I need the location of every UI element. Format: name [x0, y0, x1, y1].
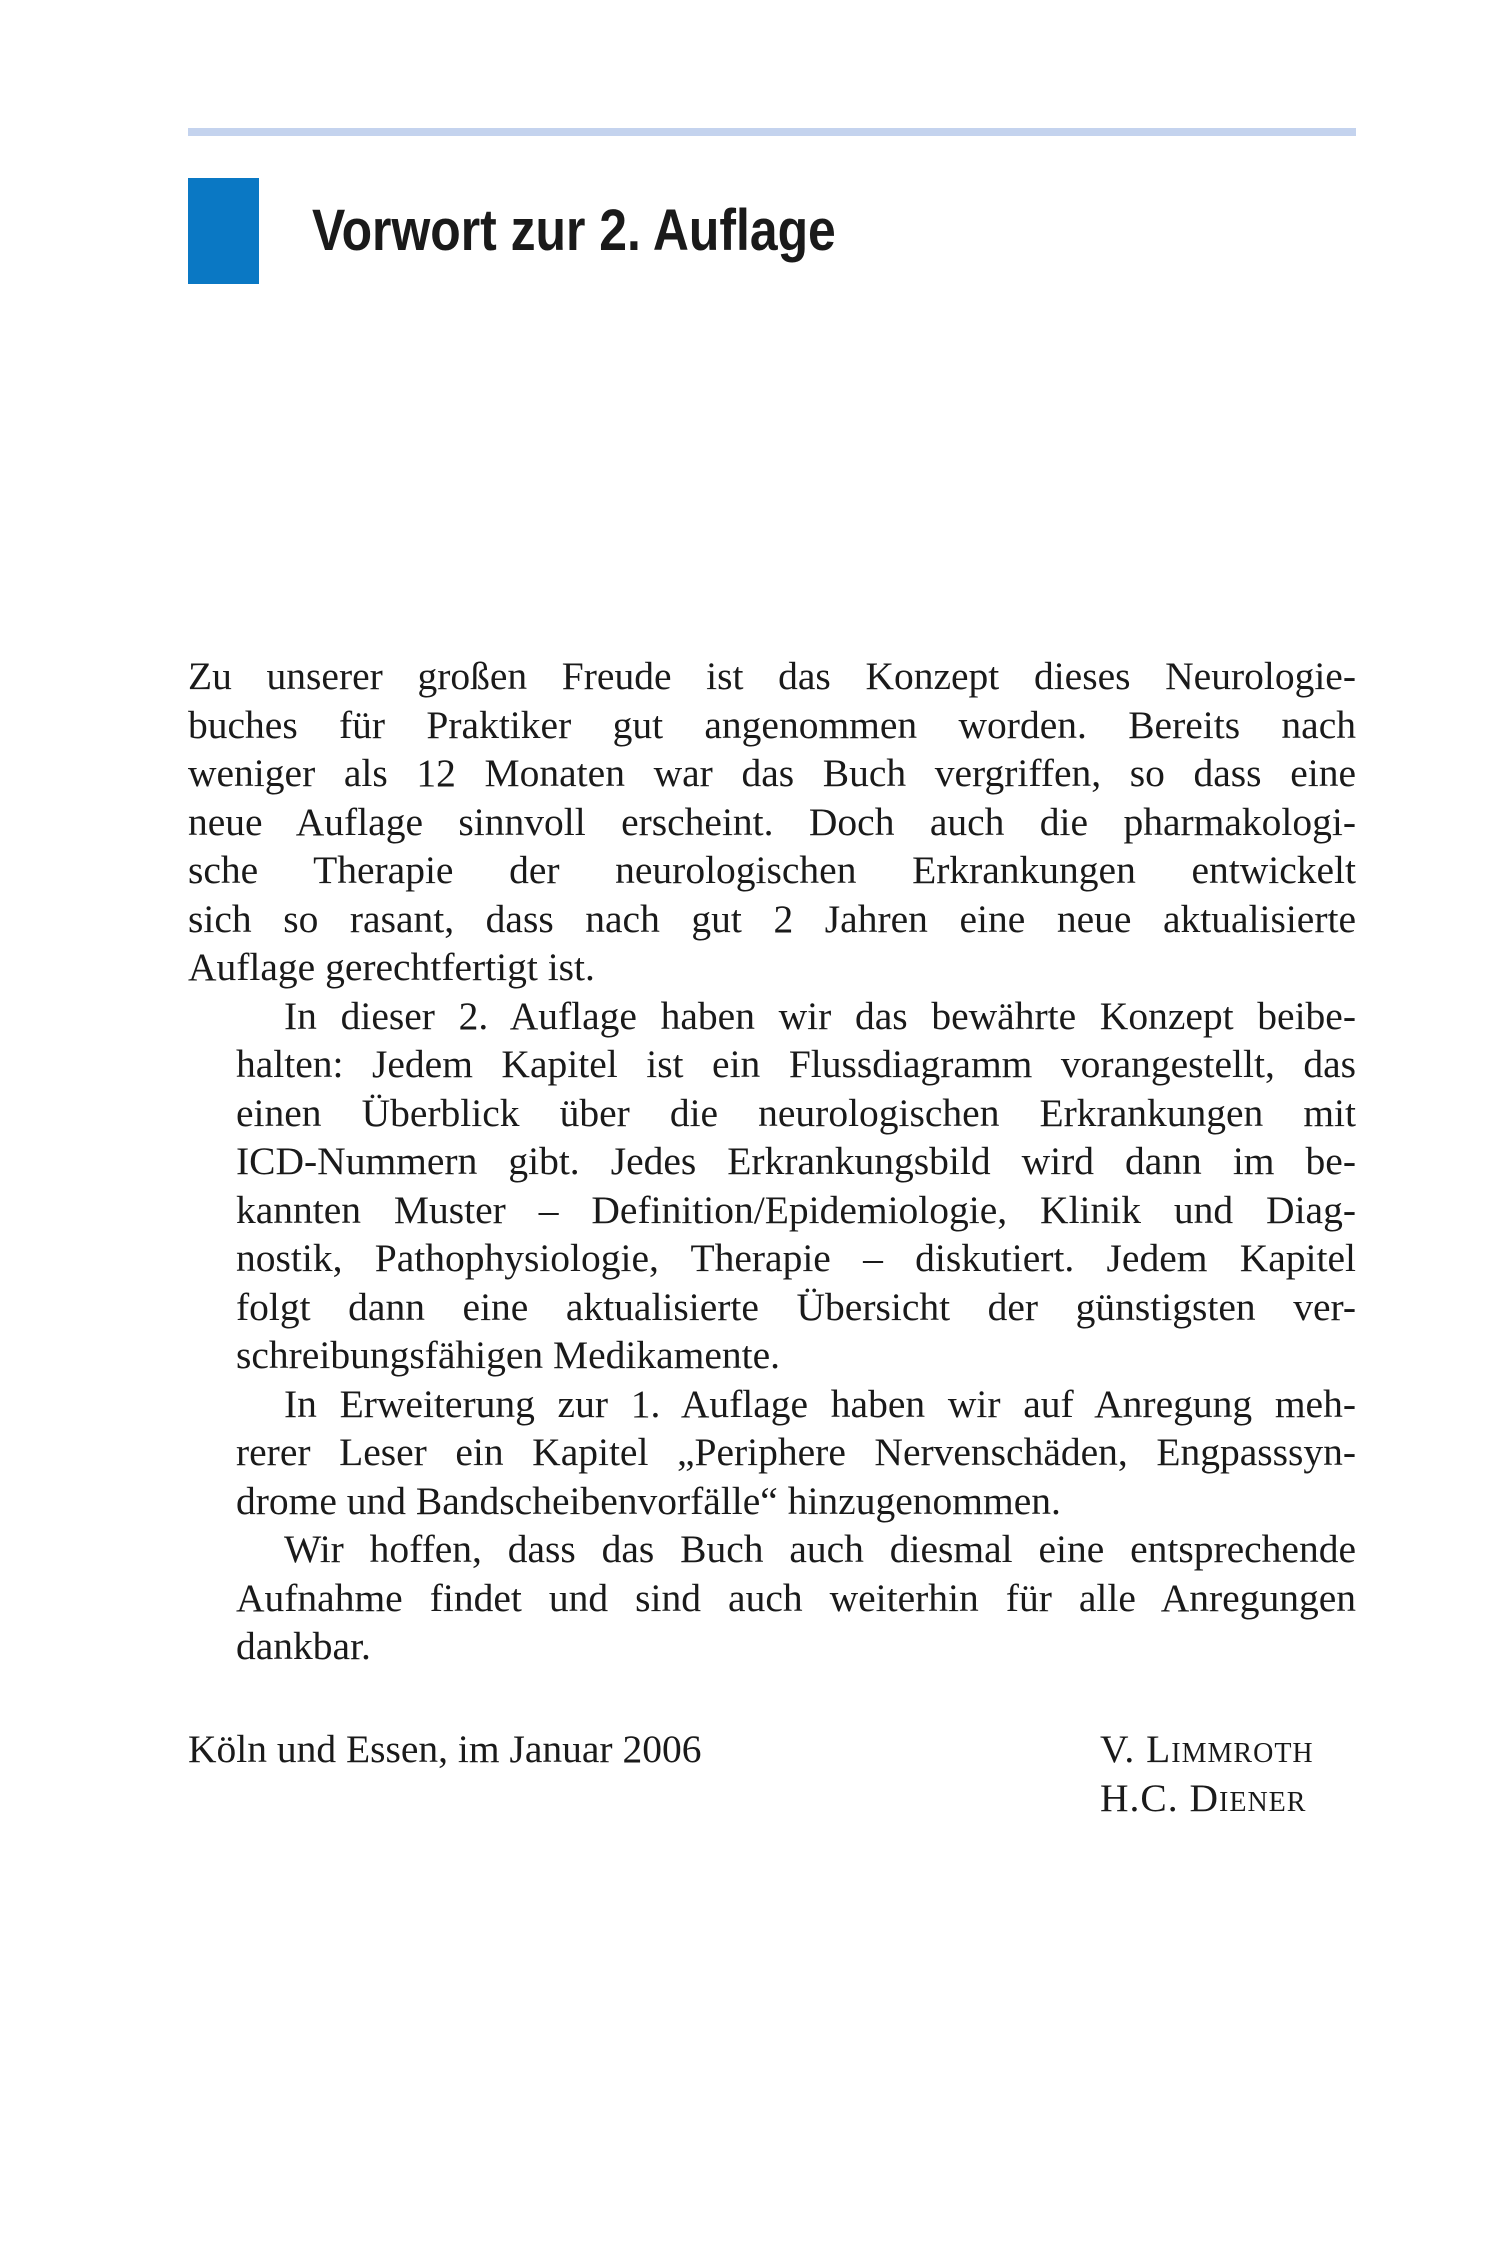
paragraph-3: [188, 1380, 1356, 1526]
text-line: neue Auflage sinnvoll erscheint. Doch auch die pharmakologi-: [188, 799, 1356, 844]
text-line: sich so rasant, dass nach gut 2 Jahren eine neue aktualisierte: [188, 896, 1356, 941]
place-date: Köln und Essen, im Januar 2006: [188, 1727, 702, 1771]
text-line: einen Überblick über die neurologischen Erkrankungen mit: [236, 1090, 1356, 1135]
text-line: Auflage gerechtfertigt ist.: [188, 945, 595, 989]
paragraph-2: [188, 992, 1356, 1380]
page-title: Vorwort zur 2. Auflage: [312, 198, 836, 263]
text-line: weniger als 12 Monaten war das Buch vergriffen, so dass eine: [188, 751, 1356, 795]
text-line: Zu unserer großen Freude ist das Konzept dieses Neurologie-: [188, 654, 1356, 698]
text-line: drome und Bandscheibenvorfälle“ hinzugenommen.: [236, 1478, 1061, 1523]
text-line: folgt dann eine aktualisierte Übersicht der günstigsten ver-: [236, 1284, 1356, 1329]
text-line: ICD-Nummern gibt. Jedes Erkrankungsbild wird dann im be-: [236, 1139, 1356, 1183]
author-name: V. Limmroth: [1100, 1727, 1314, 1771]
text-line: In Erweiterung zur 1. Auflage haben wir auf Anregung meh-: [284, 1381, 1356, 1426]
text-line: kannten Muster – Definition/Epidemiologie, Klinik und Diag-: [236, 1187, 1356, 1232]
text-line: rerer Leser ein Kapitel „Periphere Nervenschäden, Engpasssyn-: [236, 1430, 1356, 1474]
text-line: sche Therapie der neurologischen Erkrankungen entwickelt: [188, 848, 1356, 892]
text-line: Aufnahme findet und sind auch weiterhin für alle Anregungen: [236, 1575, 1356, 1620]
paragraph-4: [188, 1525, 1356, 1671]
paragraph-1: [188, 652, 1356, 992]
text-line: In dieser 2. Auflage haben wir das bewährte Konzept beibe-: [284, 993, 1356, 1038]
preface-body: [188, 652, 1356, 1671]
author-list: [1100, 1725, 1314, 1822]
text-line: schreibungsfähigen Medikamente.: [236, 1333, 781, 1377]
header-rule: [188, 128, 1356, 136]
text-line: nostik, Pathophysiologie, Therapie – diskutiert. Jedem Kapitel: [236, 1236, 1356, 1280]
text-line: dankbar.: [236, 1624, 371, 1668]
text-line: buches für Praktiker gut angenommen worden. Bereits nach: [188, 702, 1356, 747]
author-name: H.C. Diener: [1100, 1775, 1307, 1820]
text-line: Wir hoffen, dass das Buch auch diesmal eine entsprechende: [284, 1527, 1356, 1571]
chapter-marker: [188, 178, 259, 284]
text-line: halten: Jedem Kapitel ist ein Flussdiagramm vorangestellt, das: [236, 1042, 1356, 1086]
